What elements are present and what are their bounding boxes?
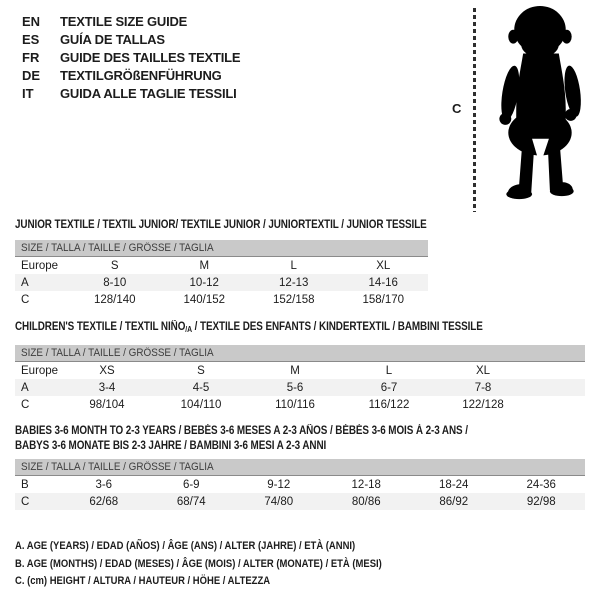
table-row — [15, 396, 585, 413]
table-cell: 12-18 — [351, 478, 381, 491]
children-title-sub: /A — [185, 325, 193, 334]
babies-section-title — [15, 424, 468, 454]
table-cell: 10-12 — [189, 276, 219, 289]
junior-section-title: JUNIOR TEXTILE / TEXTIL JUNIOR/ TEXTILE JUNIOR / JUNIORTEXTIL / JUNIOR TESSILE — [15, 219, 427, 231]
table-cell: M — [199, 259, 210, 272]
table-cell: 152/158 — [272, 293, 315, 306]
children-title-post: / TEXTILE DES ENFANTS / KINDERTEXTIL / BAMBINI TESSILE — [192, 321, 483, 333]
lang-title: GUIDA ALLE TAGLIE TESSILI — [60, 85, 237, 101]
row-label: Europe — [21, 364, 59, 377]
children-table — [15, 345, 585, 413]
size-header-text: SIZE / TALLA / TAILLE / GRÖSSE / TAGLIA — [21, 461, 214, 473]
table-cell: 110/116 — [275, 398, 315, 411]
table-cell: S — [110, 259, 119, 272]
table-row — [15, 291, 428, 308]
table-cell: 140/152 — [183, 293, 226, 306]
row-label: C — [21, 293, 30, 306]
table-row — [15, 257, 428, 274]
table-cell: 98/104 — [89, 398, 125, 411]
table-cell: XL — [475, 364, 491, 377]
note-height-cm: C. (cm) HEIGHT / ALTURA / HAUTEUR / HÖHE / ALTEZZA — [15, 575, 271, 587]
table-cell: 6-7 — [380, 381, 398, 394]
note-age-months: B. AGE (MONTHS) / EDAD (MESES) / ÂGE (MOIS) / ALTER (MONATE) / ETÀ (MESI) — [15, 557, 382, 570]
babies-title-line1: BABIES 3-6 MONTH TO 2-3 YEARS / BEBÉS 3-6 MESES A 2-3 AÑOS / BÉBÉS 3-6 MOIS À 2-3 ANS / — [15, 425, 468, 437]
children-title-pre: CHILDREN'S TEXTILE / TEXTIL NIÑO — [15, 321, 186, 333]
lang-row-de — [22, 66, 240, 84]
table-cell: 8-10 — [103, 276, 127, 289]
size-header-band — [15, 459, 585, 476]
note-age-years: A. AGE (YEARS) / EDAD (AÑOS) / ÂGE (ANS) / ALTER (JAHRE) / ETÀ (ANNI) — [15, 540, 356, 552]
table-cell: 62/68 — [89, 495, 119, 508]
table-cell: 122/128 — [462, 398, 504, 411]
row-label: B — [21, 478, 29, 491]
junior-table — [15, 240, 428, 308]
table-row — [15, 493, 585, 510]
table-cell: 5-6 — [286, 381, 304, 394]
lang-title: GUIDE DES TAILLES TEXTILE — [60, 49, 241, 65]
size-header-text: SIZE / TALLA / TAILLE / GRÖSSE / TAGLIA — [21, 242, 214, 254]
size-header-band — [15, 345, 585, 362]
table-cell: 12-13 — [279, 276, 309, 289]
table-cell: 3-6 — [95, 478, 113, 491]
children-section-title — [15, 320, 483, 337]
lang-code: DE — [22, 67, 41, 83]
table-cell: 128/140 — [93, 293, 136, 306]
table-cell: L — [385, 364, 393, 377]
lang-title: TEXTILGRÖßENFÜHRUNG — [60, 67, 222, 83]
table-cell: 104/110 — [180, 398, 222, 411]
babies-table — [15, 459, 585, 510]
table-cell: S — [197, 364, 205, 377]
table-cell: 24-36 — [526, 478, 556, 491]
lang-title: GUÍA DE TALLAS — [60, 31, 165, 47]
row-label: C — [21, 398, 30, 411]
height-measure-label: C — [452, 101, 462, 116]
toddler-silhouette-icon — [489, 4, 589, 212]
row-label: Europe — [21, 259, 59, 272]
lang-row-es — [22, 30, 240, 48]
table-cell: 158/170 — [362, 293, 405, 306]
table-cell: 4-5 — [192, 381, 210, 394]
row-label: A — [21, 381, 29, 394]
table-cell: 74/80 — [264, 495, 294, 508]
table-cell: 92/98 — [526, 495, 556, 508]
lang-code: EN — [22, 13, 41, 29]
row-label: C — [21, 495, 30, 508]
table-cell: XS — [99, 364, 115, 377]
table-cell: 7-8 — [474, 381, 492, 394]
lang-code: IT — [22, 85, 34, 101]
table-cell: 3-4 — [98, 381, 116, 394]
legend-notes — [15, 538, 382, 591]
language-header — [22, 12, 240, 102]
row-label: A — [21, 276, 29, 289]
table-cell: XL — [376, 259, 391, 272]
babies-title-line2: BABYS 3-6 MONATE BIS 2-3 JAHRE / BAMBINI 3-6 MESI A 2-3 ANNI — [15, 440, 327, 452]
table-cell: 68/74 — [176, 495, 206, 508]
lang-row-en — [22, 12, 240, 30]
table-cell: 80/86 — [351, 495, 381, 508]
lang-code: ES — [22, 31, 40, 47]
size-header-text: SIZE / TALLA / TAILLE / GRÖSSE / TAGLIA — [21, 347, 214, 359]
table-cell: M — [290, 364, 300, 377]
table-cell: 6-9 — [182, 478, 200, 491]
table-row — [15, 274, 428, 291]
table-cell: L — [290, 259, 297, 272]
lang-code: FR — [22, 49, 40, 65]
size-header-band — [15, 240, 428, 257]
table-row — [15, 476, 585, 493]
table-cell: 18-24 — [439, 478, 469, 491]
table-row — [15, 379, 585, 396]
table-row — [15, 362, 585, 379]
lang-row-it — [22, 84, 240, 102]
lang-row-fr — [22, 48, 240, 66]
height-measure-dashed-line — [473, 8, 476, 212]
table-cell: 9-12 — [267, 478, 291, 491]
table-cell: 116/122 — [368, 398, 410, 411]
table-cell: 14-16 — [368, 276, 398, 289]
table-cell: 86/92 — [439, 495, 469, 508]
lang-title: TEXTILE SIZE GUIDE — [60, 13, 188, 29]
